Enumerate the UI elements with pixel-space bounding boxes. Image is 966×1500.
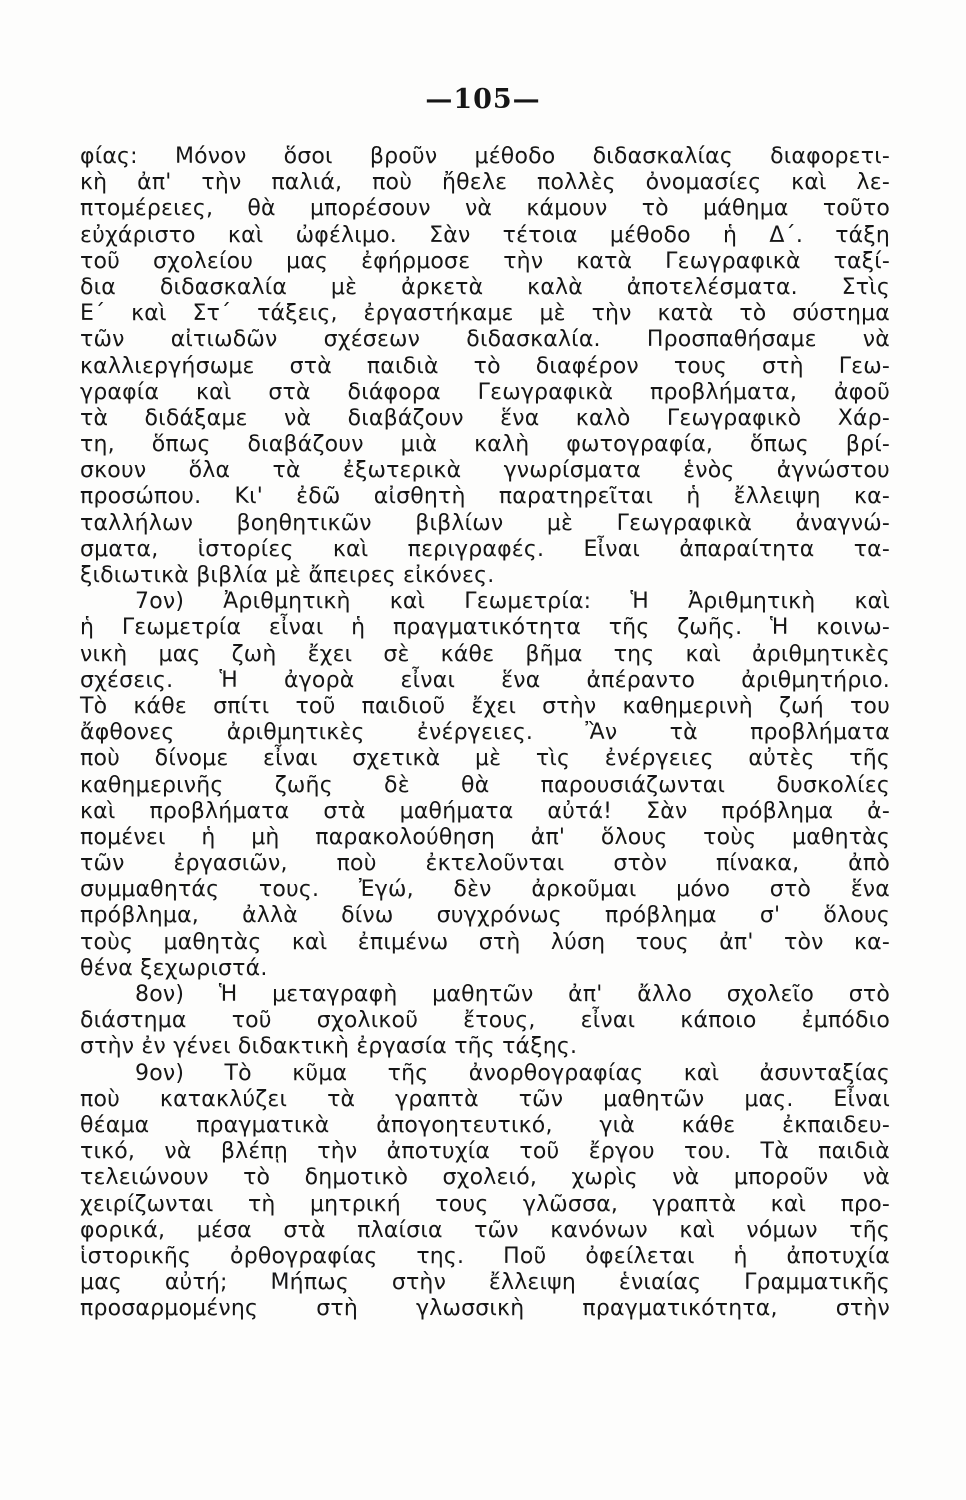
text-line: ποὺ δίνομε εἶναι σχετικὰ μὲ τὶς ἐνέργειες αὐτὲς τῆς: [80, 746, 890, 772]
text-line: καὶ προβλήματα στὰ μαθήματα αὐτά! Σὰν πρόβλημα ἀ-: [80, 798, 890, 824]
text-line: διάστημα τοῦ σχολικοῦ ἔτους, εἶναι κάποιο ἐμπόδιο: [80, 1008, 890, 1034]
text-line: τὰ διδάξαμε νὰ διαβάζουν ἕνα καλὸ Γεωγραφικὸ Χάρ-: [80, 405, 890, 431]
text-line: στὴν ἐν γένει διδακτικὴ ἐργασία τῆς τάξης.: [80, 1034, 578, 1060]
text-line: εὐχάριστο καὶ ὠφέλιμο. Σὰν τέτοια μέθοδο ἡ Δ΄. τάξη: [80, 222, 890, 248]
text-line: ποὺ κατακλύζει τὰ γραπτὰ τῶν μαθητῶν μας. Εἶναι: [80, 1086, 890, 1112]
text-line: μας αὐτή; Μήπως στὴν ἔλλειψη ἑνιαίας Γραμματικῆς: [80, 1270, 890, 1296]
text-line: φίας: Μόνον ὅσοι βροῦν μέθοδο διδασκαλίας διαφορετι-: [80, 144, 890, 169]
text-line: χειρίζωνται τὴ μητρική τους γλῶσσα, γραπτὰ καὶ προ-: [80, 1191, 890, 1217]
text-line: θένα ξεχωριστά.: [80, 955, 268, 981]
text-line: Ε΄ καὶ Στ΄ τάξεις, ἐργαστήκαμε μὲ τὴν κατὰ τὸ σύστημα: [80, 301, 890, 327]
text-line: τῶν ἐργασιῶν, ποὺ ἐκτελοῦνται στὸν πίνακα, ἀπὸ: [80, 851, 890, 877]
section-heading-line: 8ον) Ἡ μεταγραφὴ μαθητῶν ἀπ' ἄλλο σχολεῖο στὸ: [135, 982, 890, 1007]
text-line: καλλιεργήσωμε στὰ παιδιὰ τὸ διαφέρον τους στὴ Γεω-: [80, 353, 890, 379]
text-line: θέαμα πραγματικὰ ἀπογοητευτικό, γιὰ κάθε ἐκπαιδευ-: [80, 1112, 890, 1138]
text-line: προσώπου. Κι' ἐδῶ αἰσθητὴ παρατηρεῖται ἡ ἔλλειψη κα-: [80, 484, 890, 510]
text-line: ἄφθονες ἀριθμητικὲς ἐνέργειες. Ἂν τὰ προβλήματα: [80, 720, 890, 746]
section-heading-line: 7ον) Ἀριθμητικὴ καὶ Γεωμετρία: Ἡ Ἀριθμητικὴ καὶ: [135, 589, 890, 615]
text-line: τικό, νὰ βλέπῃ τὴν ἀποτυχία τοῦ ἔργου του. Τὰ παιδιὰ: [80, 1139, 890, 1165]
text-line: τοὺς μαθητὰς καὶ ἐπιμένω στὴ λύση τους ἀπ' τὸν κα-: [80, 929, 890, 955]
text-line: ξιδιωτικὰ βιβλία μὲ ἄπειρες εἰκόνες.: [80, 563, 495, 588]
text-line: τῶν αἰτιωδῶν σχέσεων διδασκαλία. Προσπαθήσαμε νὰ: [80, 327, 890, 353]
text-line: καθημερινῆς ζωῆς δὲ θὰ παρουσιάζωνται δυσκολίες: [80, 772, 890, 798]
page-number: —105—: [425, 84, 541, 115]
text-line: ταλλήλων βοηθητικῶν βιβλίων μὲ Γεωγραφικὰ ἀναγνώ-: [80, 510, 890, 536]
text-line: κὴ ἀπ' τὴν παλιά, ποὺ ἤθελε πολλὲς ὀνομασίες καὶ λε-: [80, 170, 890, 196]
text-line: σχέσεις. Ἡ ἀγορὰ εἶναι ἕνα ἀπέραντο ἀριθμητήριο.: [80, 667, 890, 693]
text-line: γραφία καὶ στὰ διάφορα Γεωγραφικὰ προβλήματα, ἀφοῦ: [80, 379, 890, 405]
text-line: πρόβλημα, ἀλλὰ δίνω συγχρόνως πρόβλημα σ' ὅλους: [80, 903, 890, 929]
text-line: ἡ Γεωμετρία εἶναι ἡ πραγματικότητα τῆς ζωῆς. Ἡ κοινω-: [80, 615, 890, 641]
text-line: τη, ὅπως διαβάζουν μιὰ καλὴ φωτογραφία, ὅπως βρί-: [80, 432, 890, 458]
text-line: συμμαθητάς τους. Ἐγώ, δὲν ἀρκοῦμαι μόνο στὸ ἕνα: [80, 877, 890, 903]
section-heading-line: 9ον) Τὸ κῦμα τῆς ἀνορθογραφίας καὶ ἀσυνταξίας: [135, 1060, 890, 1086]
text-line: προσαρμομένης στὴ γλωσσικὴ πραγματικότητα, στὴν: [80, 1296, 890, 1322]
text-line: ἱστορικῆς ὀρθογραφίας της. Ποῦ ὀφείλεται ἡ ἀποτυχία: [80, 1243, 890, 1269]
text-line: πτομέρειες, θὰ μπορέσουν νὰ κάμουν τὸ μάθημα τοῦτο: [80, 196, 890, 222]
text-line: πομένει ἡ μὴ παρακολούθηση ἀπ' ὅλους τοὺς μαθητὰς: [80, 824, 890, 850]
text-line: τοῦ σχολείου μας ἐφήρμοσε τὴν κατὰ Γεωγραφικὰ ταξί-: [80, 248, 890, 274]
text-line: νικὴ μας ζωὴ ἔχει σὲ κάθε βῆμα της καὶ ἀριθμητικὲς: [80, 641, 890, 667]
text-line: τελειώνουν τὸ δημοτικὸ σχολειό, χωρὶς νὰ μποροῦν νὰ: [80, 1165, 890, 1191]
text-line: δια διδασκαλία μὲ ἀρκετὰ καλὰ ἀποτελέσματα. Στὶς: [80, 274, 890, 300]
text-line: φορικά, μέσα στὰ πλαίσια τῶν κανόνων καὶ νόμων τῆς: [80, 1217, 890, 1243]
text-line: σκουν ὅλα τὰ ἐξωτερικὰ γνωρίσματα ἑνὸς ἀγνώστου: [80, 458, 890, 484]
text-line: Τὸ κάθε σπίτι τοῦ παιδιοῦ ἔχει στὴν καθημερινὴ ζωή του: [80, 693, 890, 719]
body-text: [80, 144, 890, 1322]
text-line: σματα, ἱστορίες καὶ περιγραφές. Εἶναι ἀπαραίτητα τα-: [80, 536, 890, 562]
